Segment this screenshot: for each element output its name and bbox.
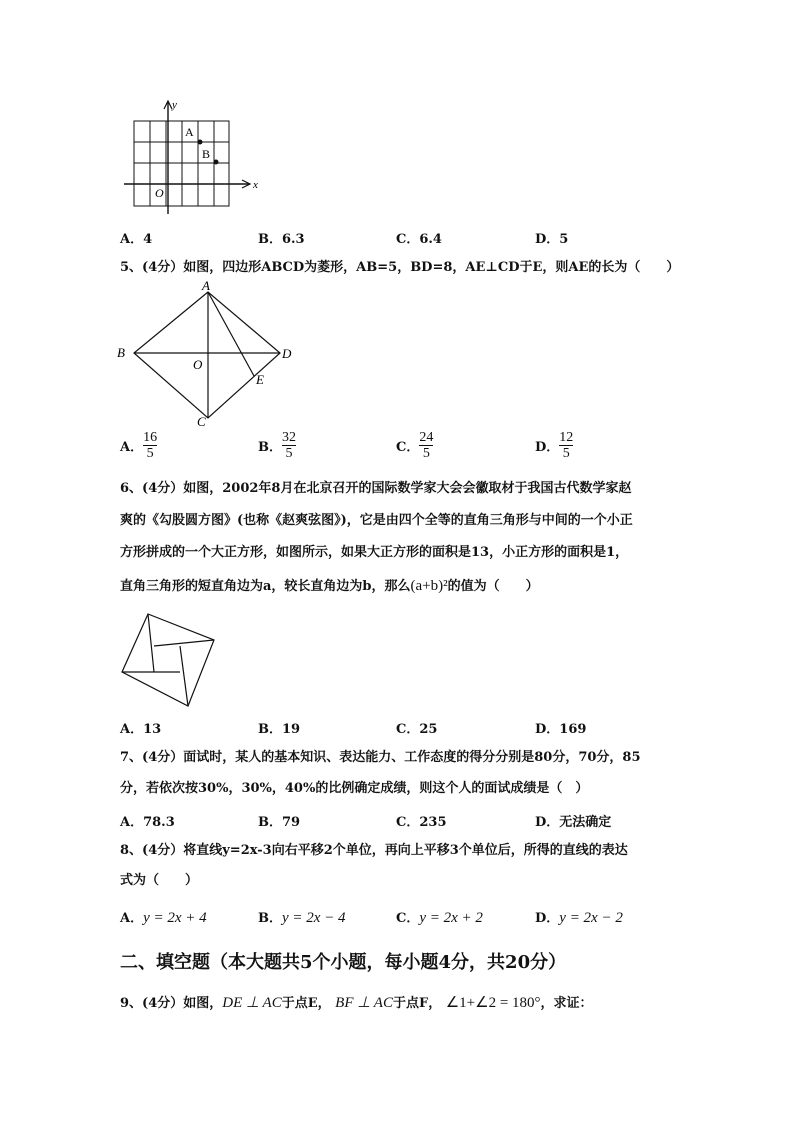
q7-option-c: C．235 <box>396 815 447 830</box>
q6-line-3: 方形拼成的一个大正方形，如图所示，如果大正方形的面积是13，小正方形的面积是1， <box>120 545 629 560</box>
q6-line-1: 6、(4分）如图，2002年8月在北京召开的国际数学家大会会徽取材于我国古代数学家赵 <box>120 481 632 496</box>
label-a: A <box>202 280 210 293</box>
q7-option-a: A．78.3 <box>120 815 175 830</box>
label-x: x <box>253 179 258 191</box>
label-b: B <box>202 147 211 161</box>
label-c: C <box>197 414 206 429</box>
label-d: D <box>282 346 292 361</box>
q8-line-1: 8、(4分）将直线y=2x-3向右平移2个单位，再向上平移3个单位后，所得的直线的表达 <box>120 843 628 858</box>
q8-option-c: C．y = 2x + 2 <box>396 910 483 926</box>
q6-expression: (a+b)² <box>410 578 448 594</box>
q7-option-d: D．无法确定 <box>535 815 612 830</box>
q8-option-d: D．y = 2x − 2 <box>535 910 623 926</box>
q9-stem: 9、(4分）如图，DE ⊥ AC于点E， BF ⊥ AC于点F， ∠1+∠2 = 180°，求证： <box>120 995 593 1011</box>
q6-option-b: B．19 <box>258 722 301 737</box>
q6-option-a: A．13 <box>120 722 162 737</box>
label-a: A <box>185 125 194 139</box>
q6-line-4: 直角三角形的短直角边为a，较长直角边为b，那么(a+b)²的值为（ ） <box>120 578 539 594</box>
q4-option-a: A．4 <box>120 232 153 247</box>
q6-option-d: D．169 <box>535 722 587 737</box>
q5-option-b: B． $\frac{32}{5}$ <box>258 430 296 461</box>
q6-option-c: C．25 <box>396 722 438 737</box>
q6-line-2: 爽的《勾股圆方图》(也称《赵爽弦图》)，它是由四个全等的直角三角形与中间的一个小正 <box>120 513 633 528</box>
q4-option-c: C．6.4 <box>396 232 442 247</box>
label-e: E <box>256 372 264 387</box>
q5-option-c: C． $\frac{24}{5}$ <box>396 430 434 461</box>
q7-line-2: 分，若依次按30%，30%，40%的比例确定成绩，则这个人的面试成绩是（ ） <box>120 781 589 796</box>
label-y: y <box>172 99 177 111</box>
point-b <box>214 160 219 165</box>
label-o: O <box>155 186 164 200</box>
q5-stem: 5、(4分）如图，四边形ABCD为菱形，AB=5，BD=8，AE⊥CD于E，则AE的长为（ ） <box>120 260 680 275</box>
point-a <box>198 140 203 145</box>
q8-option-b: B．y = 2x − 4 <box>258 910 346 926</box>
q5-rhombus-figure <box>112 280 312 430</box>
label-b: B <box>117 345 125 360</box>
q4-option-d: D．5 <box>535 232 569 247</box>
q6-zhaoshuang-figure <box>118 610 218 710</box>
q8-line-2: 式为（ ） <box>120 873 199 888</box>
q5-option-d: D． $\frac{12}{5}$ <box>535 430 574 461</box>
q5-option-a: A． $\frac{16}{5}$ <box>120 430 158 461</box>
label-o: O <box>193 357 203 372</box>
q4-option-b: B．6.3 <box>258 232 305 247</box>
q7-option-b: B．79 <box>258 815 301 830</box>
q4-grid-figure <box>118 96 268 220</box>
section-2-heading: 二、填空题（本大题共5个小题，每小题4分，共20分） <box>120 952 567 973</box>
q8-option-a: A．y = 2x + 4 <box>120 910 207 926</box>
q7-line-1: 7、(4分）面试时，某人的基本知识、表达能力、工作态度的得分分别是80分，70分，85 <box>120 750 641 765</box>
